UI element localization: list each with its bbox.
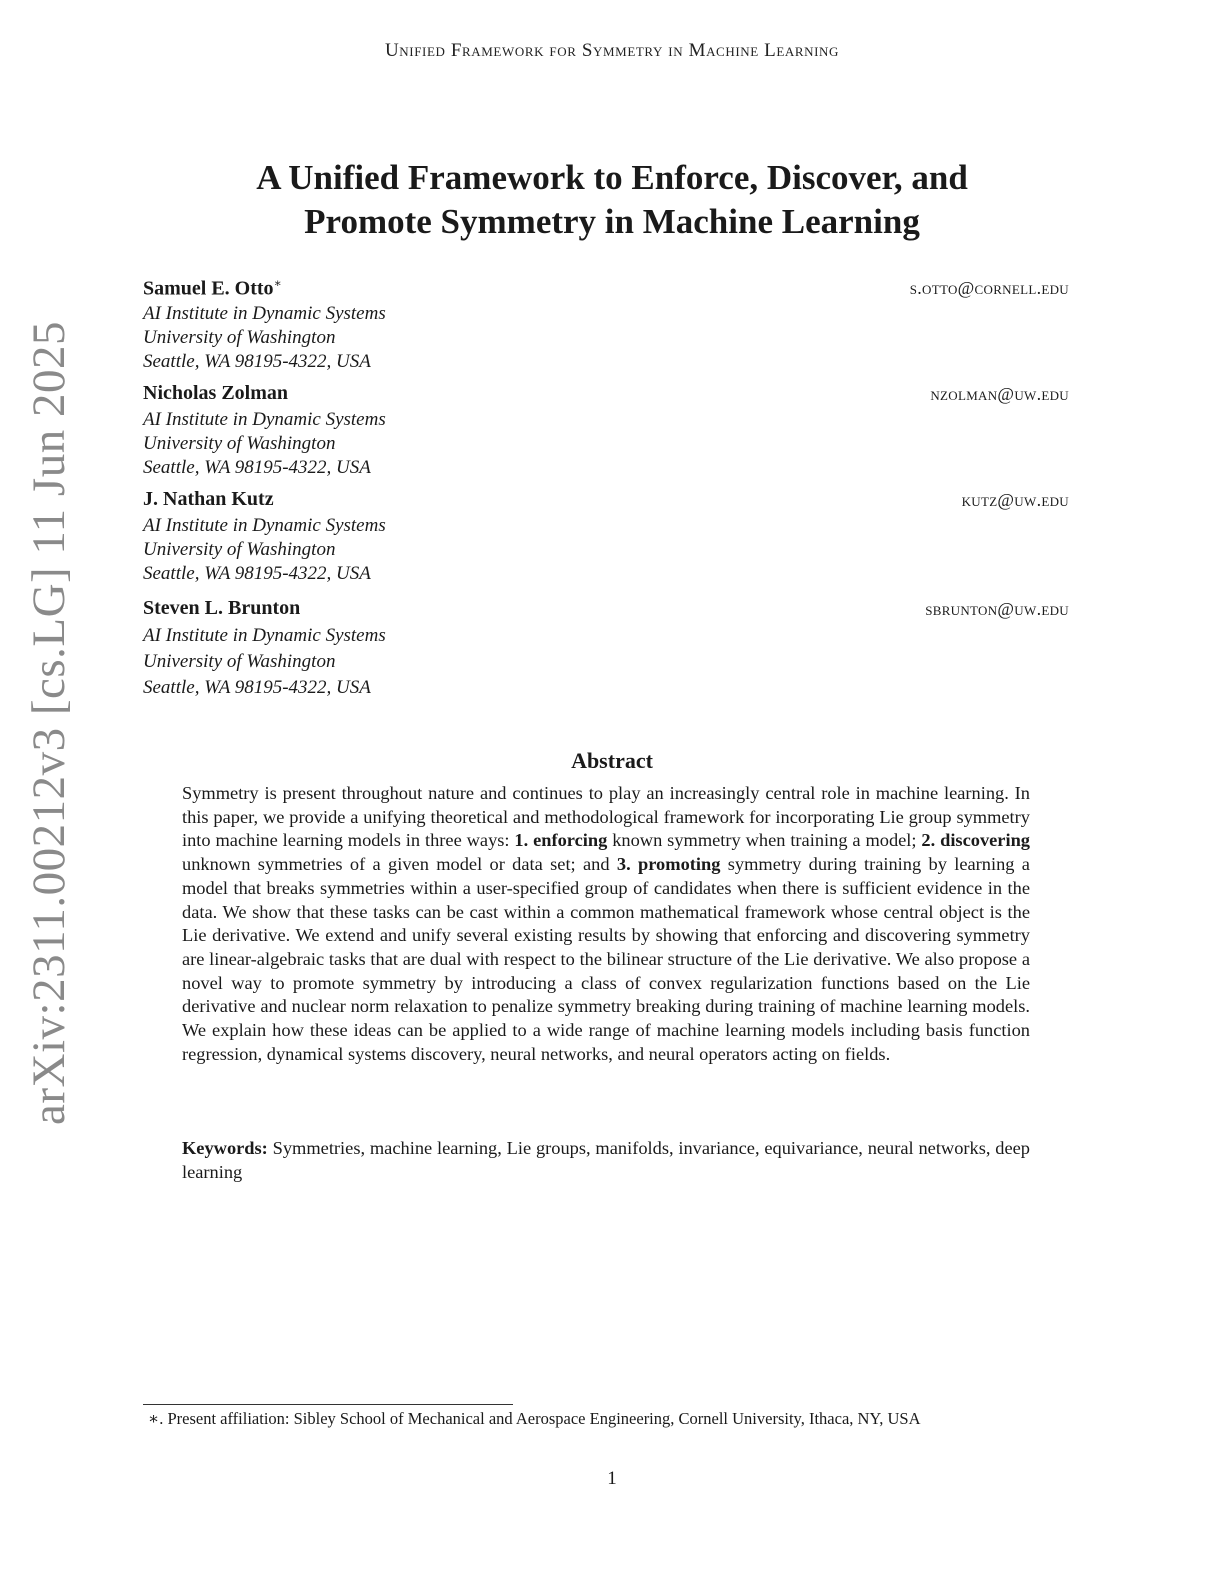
enforcing-term: 1. enforcing (514, 830, 608, 851)
arxiv-identifier-stamp: arXiv:2311.00212v3 [cs.LG] 11 Jun 2025 (23, 321, 75, 1125)
author-block-zolman (143, 382, 1069, 480)
author-email[interactable]: sbrunton@uw.edu (925, 599, 1069, 619)
footnote-marker: ∗ (273, 276, 282, 290)
paper-title (0, 156, 1224, 244)
footnote-divider (143, 1404, 513, 1405)
page-number: 1 (607, 1468, 617, 1489)
abstract-heading: Abstract (571, 748, 653, 773)
author-email[interactable]: nzolman@uw.edu (930, 384, 1069, 404)
promoting-term: 3. promoting (616, 854, 721, 875)
author-name: Samuel E. Otto∗ (143, 276, 282, 300)
running-head: Unified Framework for Symmetry in Machine Learning (384, 40, 840, 61)
footnote (148, 1409, 1078, 1429)
author-name: Steven L. Brunton (143, 597, 301, 619)
author-affiliation: AI Institute in Dynamic Systems University of Washington Seattle, WA 98195-4322, USA (143, 409, 386, 478)
footnote-text: Present affiliation: Sibley School of Mechanical and Aerospace Engineering, Cornell University, Ithaca, NY, USA (163, 1409, 921, 1428)
keywords-list: Symmetries, machine learning, Lie groups, manifolds, invariance, equivariance, neural networks, deep learning (182, 1138, 1030, 1182)
author-affiliation: AI Institute in Dynamic Systems University of Washington Seattle, WA 98195-4322, USA (143, 303, 386, 372)
author-affiliation: AI Institute in Dynamic Systems University of Washington Seattle, WA 98195-4322, USA (143, 625, 386, 698)
author-block-otto (143, 276, 1069, 374)
author-email[interactable]: kutz@uw.edu (961, 490, 1069, 510)
footnote-mark: ∗. (148, 1409, 164, 1428)
author-name: Nicholas Zolman (143, 382, 289, 404)
author-block-kutz (143, 488, 1069, 586)
keywords (182, 1137, 1030, 1184)
author-name: J. Nathan Kutz (143, 488, 274, 510)
author-email[interactable]: s.otto@cornell.edu (909, 278, 1069, 298)
author-block-brunton (143, 597, 1069, 701)
abstract-body: Symmetry is present throughout nature and continues to play an increasingly central role in machine learning. In this paper, we provide a unifying theoretical and methodological framework for incorporating Lie group symmetry into machine learning models in three ways: 1. enforcing known symmetry when training a model; 2. discovering unknown symmetries of a given model or data set; and 3. promoting symmetry during training by learning a model that breaks symmetries within a user-specified group of candidates when there is sufficient evidence in the data. We show that these tasks can be cast within a common mathematical framework whose central object is the Lie derivative. We extend and unify several existing results by showing that enforcing and discovering symmetry are linear-algebraic tasks that are dual with respect to the bilinear structure of the Lie derivative. We also propose a novel way to promote symmetry by introducing a class of convex regularization functions based on the Lie derivative and nuclear norm relaxation to penalize symmetry breaking during training of machine learning models. We explain how these ideas can be applied to a wide range of machine learning models including basis function regression, dynamical systems discovery, neural networks, and neural operators acting on fields. (182, 783, 1031, 1064)
title-line-1: A Unified Framework to Enforce, Discover, and (256, 158, 968, 197)
discovering-term: 2. discovering (921, 830, 1031, 851)
author-affiliation: AI Institute in Dynamic Systems University of Washington Seattle, WA 98195-4322, USA (143, 515, 386, 584)
keywords-label: Keywords: (182, 1138, 268, 1158)
title-line-2: Promote Symmetry in Machine Learning (304, 202, 920, 241)
